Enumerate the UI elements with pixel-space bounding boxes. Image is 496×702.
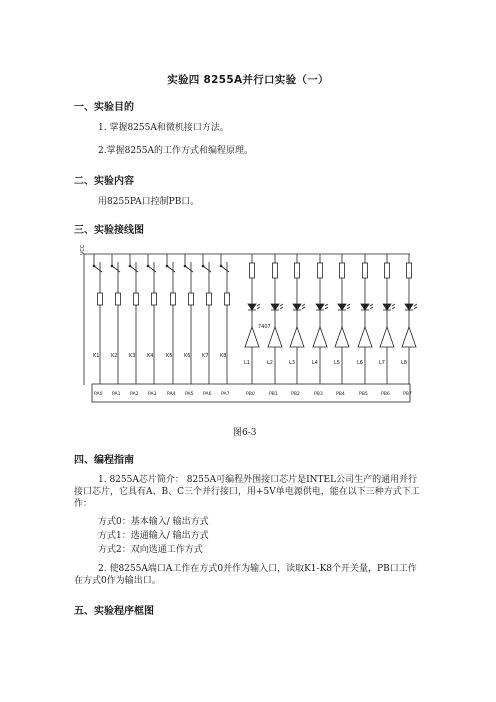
led-resistor [340, 263, 345, 278]
led-ray [302, 307, 305, 309]
mode-1: 方式1：选通输入/ 输出方式 [98, 531, 209, 541]
led-resistor [273, 263, 278, 278]
section-heading-content: 二、实验内容 [74, 176, 134, 187]
section-heading-purpose: 一、实验目的 [74, 102, 134, 113]
led-resistor [295, 263, 300, 278]
switch-blade [112, 266, 120, 272]
switch-label-3: K3 [129, 353, 136, 359]
switch-resistor [152, 293, 157, 305]
led-resistor [385, 263, 390, 278]
page-title: 实验四 8255A并行口实验（一） [167, 74, 329, 86]
figure-caption: 图6-3 [233, 428, 257, 438]
guide-paragraph-1: 1. 8255A芯片简介： 8255A可编程外围接口芯片是INTEL公司生产的通用并行接口芯片，它具有A、B、C三个并行接口，用+5V单电源供电，能在以下三种方式下工作： [74, 475, 420, 509]
purpose-item-1: 1. 掌握8255A和微机接口方法。 [98, 123, 229, 133]
pa-pin-label-2: PA1 [112, 392, 121, 397]
pb-pin-label-7: PB6 [381, 392, 390, 397]
switch-label-8: K8 [220, 353, 227, 359]
buffer-7407 [335, 327, 349, 347]
guide-paragraph-2: 2. 使8255A端口A工作在方式0并作为输入口，读取K1-K8个开关量，PB口工作在方式0作为输出口。 [74, 564, 417, 586]
buffer-7407 [290, 327, 304, 347]
switch-blade [94, 266, 102, 272]
switch-blade [167, 266, 175, 272]
led-ray [280, 307, 283, 309]
buffer-7407 [268, 327, 282, 347]
switch-resistor [207, 293, 212, 305]
buffer-label: 7407 [258, 324, 271, 330]
led-label-6: L6 [357, 360, 363, 366]
buffer-7407 [380, 327, 394, 347]
switch-contact [202, 265, 204, 267]
led-resistor [363, 263, 368, 278]
switch-blade [203, 266, 211, 272]
pa-pin-label-4: PA3 [148, 392, 157, 397]
led-ray [370, 307, 373, 309]
pb-pin-label-5: PB4 [336, 392, 345, 397]
led-label-3: L3 [289, 360, 295, 366]
led-ray [392, 304, 395, 306]
pb-pin-label-1: PB0 [246, 392, 255, 397]
led-label-5: L5 [334, 360, 340, 366]
led-ray [370, 304, 373, 306]
led-diode [338, 304, 346, 310]
switch-contact [111, 265, 113, 267]
led-diode [316, 304, 324, 310]
buffer-7407 [245, 327, 259, 347]
switch-resistor [134, 293, 139, 305]
pa-pin-label-3: PA2 [130, 392, 139, 397]
vcc-label: VCC [80, 244, 86, 255]
pa-pin-label-1: PA0 [94, 392, 103, 397]
switch-resistor [189, 293, 194, 305]
led-ray [257, 307, 260, 309]
led-label-4: L4 [312, 360, 318, 366]
led-ray [347, 304, 350, 306]
led-diode [361, 304, 369, 310]
switch-contact [184, 265, 186, 267]
switch-resistor [171, 293, 176, 305]
pa-pin-label-8: PA7 [221, 392, 230, 397]
buffer-7407 [358, 327, 372, 347]
mode-2: 方式2：双向选通工作方式 [98, 545, 203, 555]
switch-resistor [116, 293, 121, 305]
switch-label-4: K4 [147, 353, 154, 359]
pb-pin-label-3: PB2 [291, 392, 300, 397]
content-text: 用8255PA口控制PB口。 [98, 197, 200, 207]
mode-0: 方式0：基本输入/ 输出方式 [98, 517, 209, 527]
led-label-7: L7 [379, 360, 385, 366]
led-ray [257, 304, 260, 306]
led-label-8: L8 [401, 360, 407, 366]
pa-pin-label-6: PA5 [185, 392, 194, 397]
led-ray [325, 307, 328, 309]
led-ray [414, 307, 417, 309]
switch-label-7: K7 [202, 353, 209, 359]
led-resistor [407, 263, 412, 278]
led-diode [293, 304, 301, 310]
led-ray [392, 307, 395, 309]
led-ray [414, 304, 417, 306]
switch-blade [130, 266, 138, 272]
switch-blade [148, 266, 156, 272]
led-diode [405, 304, 413, 310]
switch-blade [185, 266, 193, 272]
switch-label-1: K1 [93, 353, 100, 359]
purpose-item-2: 2.掌握8255A的工作方式和编程原理。 [98, 146, 253, 156]
pb-pin-label-4: PB3 [314, 392, 323, 397]
led-diode [248, 304, 256, 310]
buffer-7407 [313, 327, 327, 347]
led-diode [383, 304, 391, 310]
switch-resistor [225, 293, 230, 305]
section-heading-guide: 四、编程指南 [74, 455, 134, 466]
pa-pin-label-7: PA6 [203, 392, 212, 397]
section-heading-wiring: 三、实验接线图 [74, 225, 144, 236]
led-ray [347, 307, 350, 309]
switch-contact [166, 265, 168, 267]
switch-contact [147, 265, 149, 267]
led-ray [302, 304, 305, 306]
led-ray [325, 304, 328, 306]
switch-contact [220, 265, 222, 267]
switch-label-2: K2 [111, 353, 118, 359]
switch-contact [93, 265, 95, 267]
pb-pin-label-8: PB7 [403, 392, 412, 397]
pb-pin-label-6: PB5 [359, 392, 368, 397]
switch-label-6: K6 [184, 353, 191, 359]
led-resistor [250, 263, 255, 278]
led-diode [271, 304, 279, 310]
pa-pin-label-5: PA4 [167, 392, 176, 397]
wiring-diagram [80, 240, 425, 410]
led-label-1: L1 [244, 360, 250, 366]
switch-blade [221, 266, 229, 272]
section-heading-flowchart: 五、实验程序框图 [74, 606, 154, 617]
switch-contact [129, 265, 131, 267]
switch-label-5: K5 [166, 353, 173, 359]
led-label-2: L2 [267, 360, 273, 366]
switch-resistor [98, 293, 103, 305]
buffer-7407 [402, 327, 416, 347]
led-resistor [318, 263, 323, 278]
pb-pin-label-2: PB1 [269, 392, 278, 397]
led-ray [280, 304, 283, 306]
